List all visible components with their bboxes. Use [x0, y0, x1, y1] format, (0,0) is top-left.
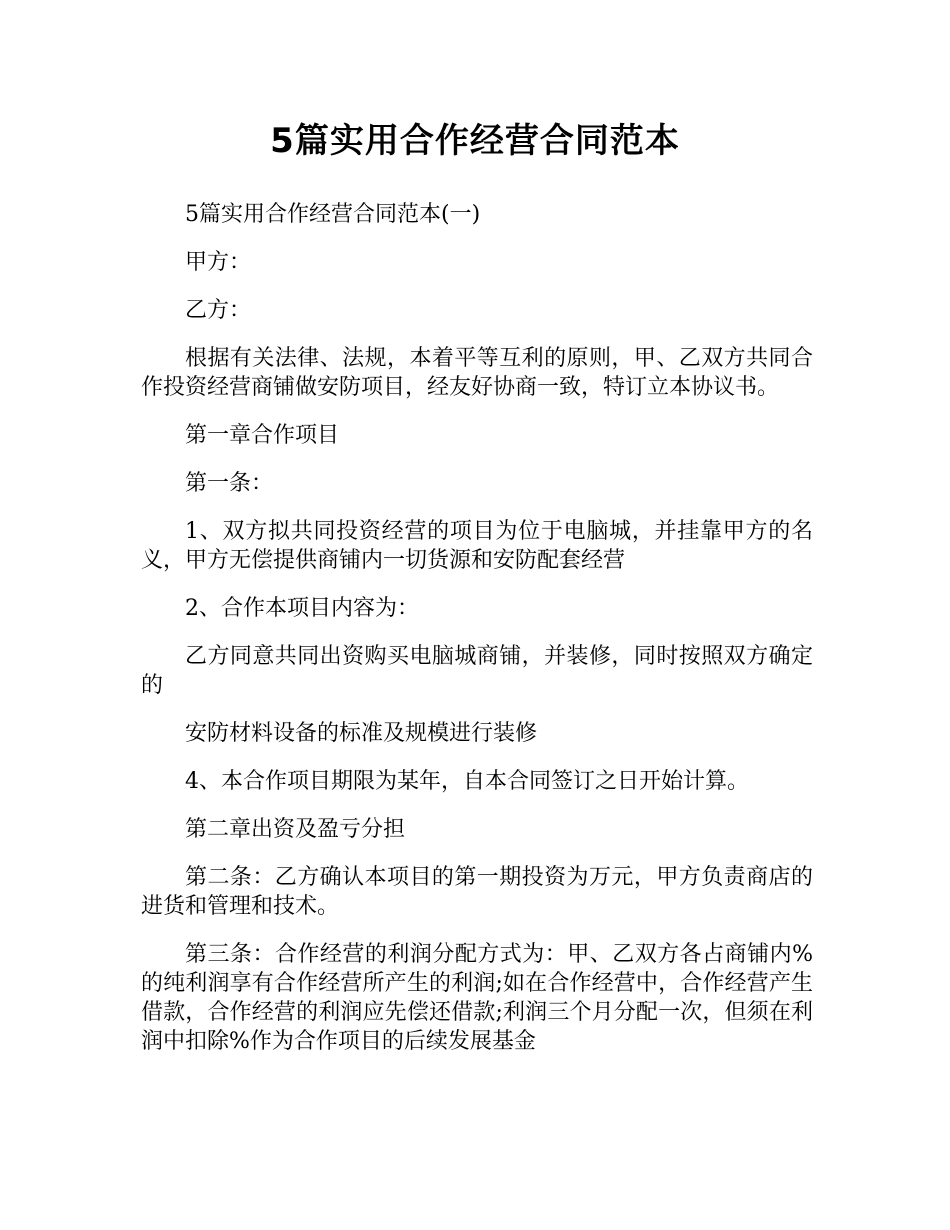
paragraph-preamble: 根据有关法律、法规，本着平等互利的原则，甲、乙双方共同合作投资经营商铺做安防项目，经友好协商一致，特订立本协议书。 [141, 346, 813, 400]
paragraph-subtitle: 5篇实用合作经营合同范本(一) [185, 202, 481, 227]
paragraph-article-1: 第一条： [185, 471, 274, 496]
paragraph-article-2: 第二条：乙方确认本项目的第一期投资为万元，甲方负责商店的进货和管理和技术。 [141, 865, 813, 919]
paragraph-clause-4: 4、本合作项目期限为某年，自本合同签订之日开始计算。 [185, 769, 749, 794]
paragraph-clause-1: 1、双方拟共同投资经营的项目为位于电脑城，并挂靠甲方的名义，甲方无偿提供商铺内一切货源和安防配套经营 [141, 519, 813, 573]
paragraph-chapter-1: 第一章合作项目 [185, 423, 340, 448]
document-title: 5篇实用合作经营合同范本 [270, 121, 680, 161]
paragraph-article-3: 第三条：合作经营的利润分配方式为：甲、乙双方各占商铺内%的纯利润享有合作经营所产生的利润;如在合作经营中，合作经营产生借款，合作经营的利润应先偿还借款;利润三个月分配一次，但须在利润中扣除%作为合作项目的后续发展基金 [141, 942, 813, 1054]
paragraph-clause-2: 2、合作本项目内容为： [185, 596, 419, 621]
paragraph-clause-2-standard: 安防材料设备的标准及规模进行装修 [185, 721, 538, 746]
document-body [141, 200, 813, 1075]
paragraph-clause-2-detail: 乙方同意共同出资购买电脑城商铺，并装修，同时按照双方确定的 [141, 644, 813, 698]
paragraph-party-a: 甲方： [185, 250, 252, 275]
paragraph-chapter-2: 第二章出资及盈亏分担 [185, 817, 406, 842]
paragraph-party-b: 乙方： [185, 298, 252, 323]
